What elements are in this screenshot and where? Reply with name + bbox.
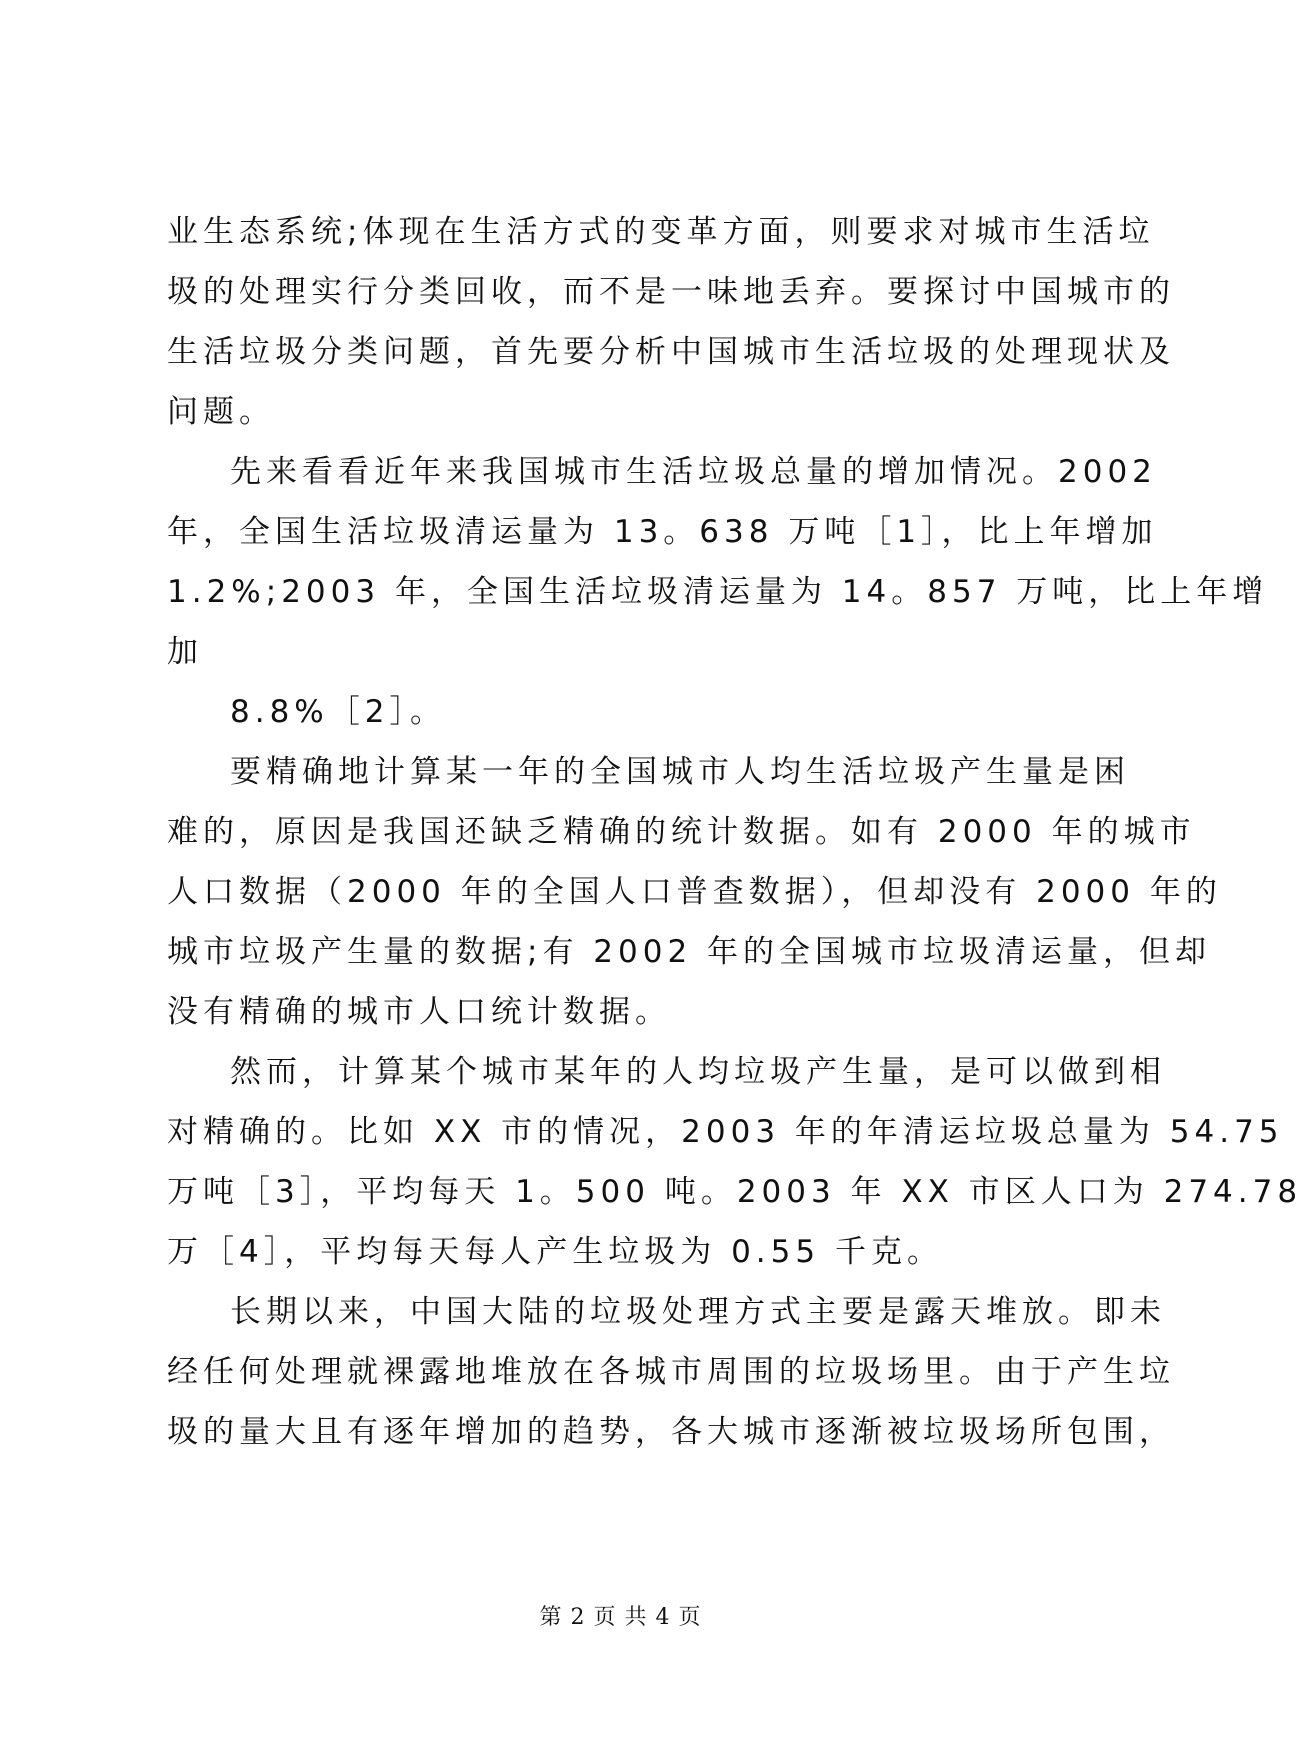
paragraph-start-line: 然而，计算某个城市某年的人均垃圾产生量，是可以做到相 [230, 1054, 1166, 1090]
text-line: 生活垃圾分类问题，首先要分析中国城市生活垃圾的处理现状及 [167, 334, 1175, 370]
text-line: 对精确的。比如 XX 市的情况，2003 年的年清运垃圾总量为 54.75 [167, 1114, 1284, 1150]
text-line: 圾的量大且有逐年增加的趋势，各大城市逐渐被垃圾场所包围， [167, 1414, 1175, 1450]
paragraph-start-line: 长期以来，中国大陆的垃圾处理方式主要是露天堆放。即未 [230, 1294, 1166, 1330]
paragraph-start-line: 先来看看近年来我国城市生活垃圾总量的增加情况。2002 [230, 454, 1157, 490]
paragraph-start-line: 8.8%［2］。 [230, 694, 446, 730]
text-line: 难的，原因是我国还缺乏精确的统计数据。如有 2000 年的城市 [167, 814, 1196, 850]
text-line: 人口数据（2000 年的全国人口普查数据），但却没有 2000 年的 [167, 874, 1222, 910]
text-line: 1.2%;2003 年，全国生活垃圾清运量为 14。857 万吨，比上年增 [167, 574, 1269, 610]
text-line: 没有精确的城市人口统计数据。 [167, 994, 671, 1030]
text-line: 年，全国生活垃圾清运量为 13。638 万吨［1］，比上年增加 [167, 514, 1158, 550]
text-line: 经任何处理就裸露地堆放在各城市周围的垃圾场里。由于产生垃 [167, 1354, 1175, 1390]
text-line: 万［4］，平均每天每人产生垃圾为 0.55 千克。 [167, 1234, 943, 1270]
paragraph-start-line: 要精确地计算某一年的全国城市人均生活垃圾产生量是困 [230, 754, 1130, 790]
text-line: 加 [167, 634, 203, 670]
text-line: 问题。 [167, 394, 275, 430]
text-line: 圾的处理实行分类回收，而不是一味地丢弃。要探讨中国城市的 [167, 274, 1175, 310]
text-line: 城市垃圾产生量的数据;有 2002 年的全国城市垃圾清运量，但却 [167, 934, 1212, 970]
page-footer: 第 2 页 共 4 页 [539, 1605, 702, 1630]
text-line: 万吨［3］，平均每天 1。500 吨。2003 年 XX 市区人口为 274.78 [167, 1174, 1302, 1210]
text-line: 业生态系统;体现在生活方式的变革方面，则要求对城市生活垃 [167, 214, 1155, 250]
